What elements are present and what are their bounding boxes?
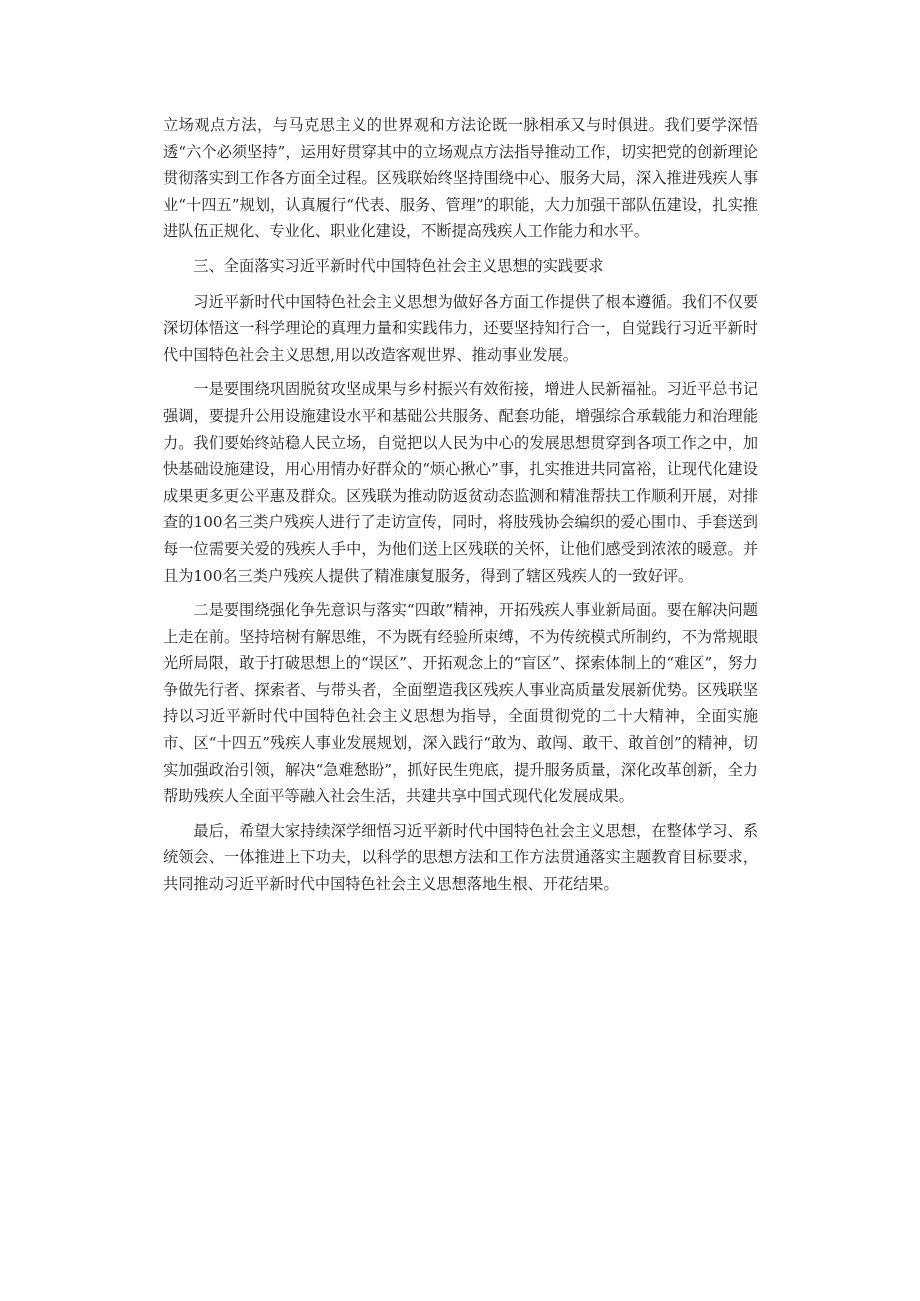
paragraph-conclusion: 最后，希望大家持续深学细悟习近平新时代中国特色社会主义思想，在整体学习、系统领会、一体推进上下功夫，以科学的思想方法和工作方法贯通落实主题教育目标要求，共同推动习近平新时代中国特色社会主义思想落地生根、开花结果。 (163, 821, 758, 894)
paragraph-point-two: 二是要围绕强化争先意识与落实“四敢”精神，开拓残疾人事业新局面。要在解决问题上走在前。坚持培树有解思维，不为既有经验所束缚，不为传统模式所制约，不为常规眼光所局限，敢于打破思想上的“误区”、开拓观念上的“盲区”、探索体制上的“难区”，努力争做先行者、探索者、与带头者，全面塑造我区残疾人事业高质量发展新优势。区残联坚持以习近平新时代中国特色社会主义思想为指导，全面贯彻党的二十大精神，全面实施市、区“十四五”残疾人事业发展规划，深入践行“敢为、敢闯、敢干、敢首创”的精神，切实加强政治引领，解决“急难愁盼”，抓好民生兜底，提升服务质量，深化改革创新，全力帮助残疾人全面平等融入社会生活，共建共享中国式现代化发展成果。 (163, 601, 758, 806)
paragraph-continued: 立场观点方法，与马克思主义的世界观和方法论既一脉相承又与时俱进。我们要学深悟透“六个必须坚持”，运用好贯穿其中的立场观点方法指导推动工作，切实把党的创新理论贯彻落实到工作各方面全过程。区残联始终坚持围绕中心、服务大局，深入推进残疾人事业“十四五”规划，认真履行“代表、服务、管理”的职能，大力加强干部队伍建设，扎实推进队伍正规化、专业化、职业化建设，不断提高残疾人工作能力和水平。 (163, 116, 758, 241)
section-heading-3: 三、全面落实习近平新时代中国特色社会主义思想的实践要求 (193, 256, 604, 275)
document-body (163, 112, 758, 906)
paragraph-intro-practice: 习近平新时代中国特色社会主义思想为做好各方面工作提供了根本遵循。我们不仅要深切体悟这一科学理论的真理力量和实践伟力，还要坚持知行合一，自觉践行习近平新时代中国特色社会主义思想,用以改造客观世界、推动事业发展。 (163, 292, 758, 364)
paragraph-point-one: 一是要围绕巩固脱贫攻坚成果与乡村振兴有效衔接，增进人民新福祉。习近平总书记强调，要提升公用设施建设水平和基础公共服务、配套功能，增强综合承载能力和治理能力。我们要始终站稳人民立场，自觉把以人民为中心的发展思想贯穿到各项工作之中，加快基础设施建设，用心用情办好群众的“烦心揪心”事，扎实推进共同富裕，让现代化建设成果更多更公平惠及群众。区残联为推动防返贫动态监测和精准帮扶工作顺利开展，对排查的100名三类户残疾人进行了走访宣传，同时，将肢残协会编织的爱心围巾、手套送到每一位需要关爱的残疾人手中，为他们送上区残联的关怀，让他们感受到浓浓的暖意。并且为100名三类户残疾人提供了精准康复服务，得到了辖区残疾人的一致好评。 (163, 380, 758, 585)
